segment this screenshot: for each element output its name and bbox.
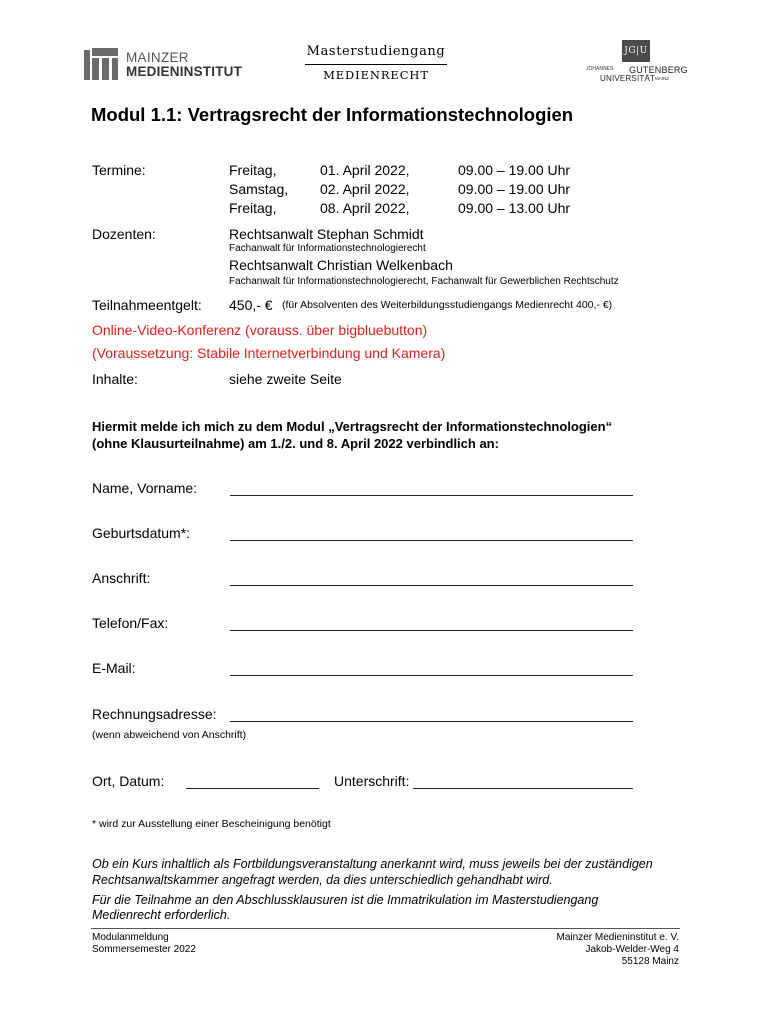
birthdate-field[interactable] xyxy=(230,540,633,541)
declaration-line1: Hiermit melde ich mich zu dem Modul „Vertragsrecht der Informationstechnologien“ xyxy=(92,419,613,434)
name-label: Name, Vorname: xyxy=(92,480,198,496)
address-label: Anschrift: xyxy=(92,570,151,586)
online-info: Online-Video-Konferenz (vorauss. über bigbluebutton) xyxy=(92,322,428,338)
institute-name-line1: MAINZER xyxy=(126,50,189,65)
signature-label: Unterschrift: xyxy=(334,773,410,789)
page-title: Modul 1.1: Vertragsrecht der Informationstechnologien xyxy=(91,104,574,125)
inhalte-value: siehe zweite Seite xyxy=(229,371,342,387)
termine-label: Termine: xyxy=(92,162,146,178)
footer-city: 55128 Mainz xyxy=(621,956,679,967)
termin-date: 02. April 2022, xyxy=(320,181,410,197)
recognition-notice-line2: Rechtsanwaltskammer angefragt werden, da dies unterschiedlich gehandhabt wird. xyxy=(92,873,553,887)
mainzer-medieninstitut-logo-icon xyxy=(84,48,120,80)
termin-day: Samstag, xyxy=(229,181,289,197)
email-label: E-Mail: xyxy=(92,660,136,676)
footer-divider xyxy=(91,928,680,929)
institute-name-line2: MEDIENINSTITUT xyxy=(126,64,243,79)
program-title: Masterstudiengang xyxy=(306,44,446,59)
termin-day: Freitag, xyxy=(229,200,277,216)
online-requirements: (Voraussetzung: Stabile Internetverbindung und Kamera) xyxy=(92,345,446,361)
enrollment-notice-line1: Für die Teilnahme an den Abschlussklausuren ist die Immatrikulation im Masterstudiengang xyxy=(92,893,599,907)
email-field[interactable] xyxy=(230,675,633,676)
termin-time: 09.00 – 19.00 Uhr xyxy=(458,181,571,197)
billing-address-label: Rechnungsadresse: xyxy=(92,706,217,722)
lecturer-title: Fachanwalt für Informationstechnologierecht, Fachanwalt für Gewerblichen Rechtschutz xyxy=(229,276,619,287)
footnote: * wird zur Ausstellung einer Bescheinigung benötigt xyxy=(92,818,331,830)
fee-amount: 450,- € xyxy=(229,297,273,313)
termin-date: 01. April 2022, xyxy=(320,162,410,178)
uni-name-universitaet: UNIVERSITÄT xyxy=(600,74,656,83)
termin-day: Freitag, xyxy=(229,162,277,178)
jgu-logo: JG|U xyxy=(622,40,650,62)
birthdate-label: Geburtsdatum*: xyxy=(92,525,191,541)
fee-label: Teilnahmeentgelt: xyxy=(92,297,202,313)
phone-field[interactable] xyxy=(230,630,633,631)
lecturer-name: Rechtsanwalt Christian Welkenbach xyxy=(229,257,453,273)
program-divider xyxy=(305,64,447,65)
footer-doc-name: Modulanmeldung xyxy=(92,932,169,943)
address-field[interactable] xyxy=(230,585,633,586)
dozenten-label: Dozenten: xyxy=(92,226,156,242)
declaration-line2: (ohne Klausurteilnahme) am 1./2. und 8. April 2022 verbindlich an: xyxy=(92,436,499,451)
billing-address-note: (wenn abweichend von Anschrift) xyxy=(92,729,247,741)
inhalte-label: Inhalte: xyxy=(92,371,138,387)
billing-address-field[interactable] xyxy=(230,721,633,722)
phone-label: Telefon/Fax: xyxy=(92,615,169,631)
termin-time: 09.00 – 19.00 Uhr xyxy=(458,162,571,178)
lecturer-title: Fachanwalt für Informationstechnologierecht xyxy=(229,243,426,254)
place-date-label: Ort, Datum: xyxy=(92,773,165,789)
footer-semester: Sommersemester 2022 xyxy=(92,944,196,955)
footer-org-name: Mainzer Medieninstitut e. V. xyxy=(556,932,679,943)
enrollment-notice-line2: Medienrecht erforderlich. xyxy=(92,908,231,922)
uni-name-gutenberg: GUTENBERG xyxy=(629,65,688,75)
lecturer-name: Rechtsanwalt Stephan Schmidt xyxy=(229,226,424,242)
uni-name-johannes: JOHANNES xyxy=(586,66,614,72)
signature-field[interactable] xyxy=(413,788,633,789)
name-field[interactable] xyxy=(230,495,633,496)
termin-time: 09.00 – 13.00 Uhr xyxy=(458,200,571,216)
program-subtitle: MEDIENRECHT xyxy=(323,68,429,82)
footer-street: Jakob-Welder-Weg 4 xyxy=(585,944,679,955)
place-date-field[interactable] xyxy=(186,788,319,789)
fee-note: (für Absolventen des Weiterbildungsstudiengangs Medienrecht 400,- €) xyxy=(282,299,613,311)
termin-date: 08. April 2022, xyxy=(320,200,410,216)
recognition-notice-line1: Ob ein Kurs inhaltlich als Fortbildungsveranstaltung anerkannt wird, muss jeweils bei der zuständigen xyxy=(92,857,653,871)
uni-name-mainz: MAINZ xyxy=(655,76,669,81)
